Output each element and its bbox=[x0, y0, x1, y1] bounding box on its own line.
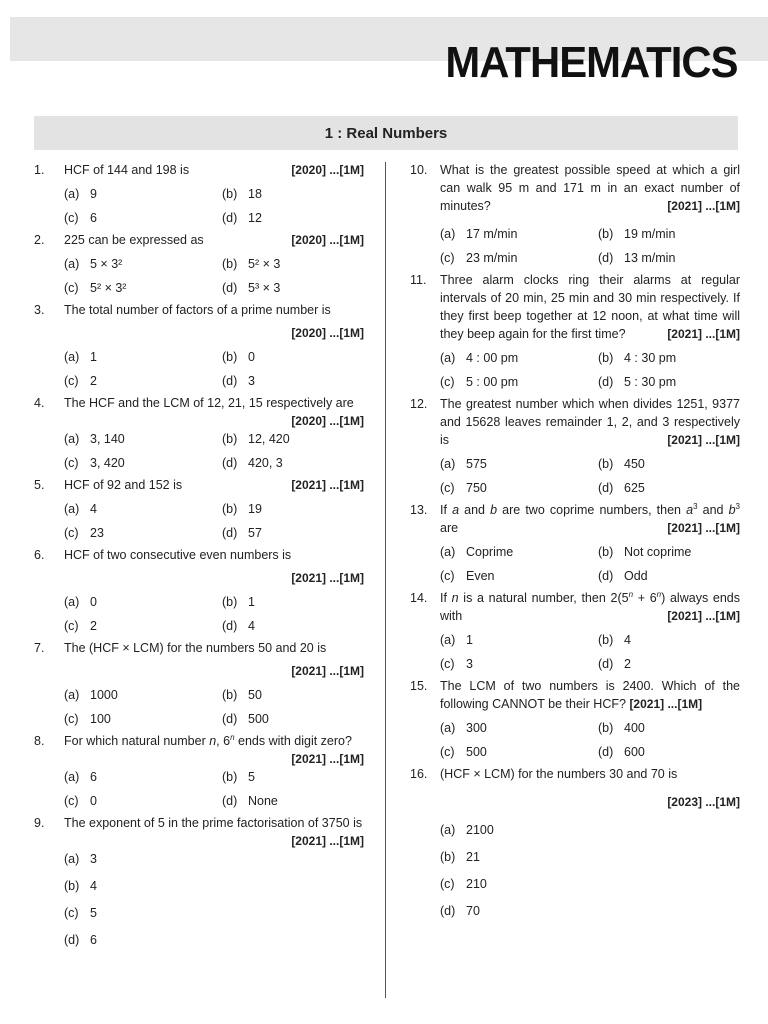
question-text: If n is a natural number, then $2(5^n + 6^n)$ always ends with [2021] ...[1M] bbox=[440, 589, 740, 623]
question-number: 5. bbox=[34, 478, 45, 492]
question-number: 1. bbox=[34, 163, 45, 177]
question-text: HCF of two consecutive even numbers is bbox=[64, 548, 292, 562]
question-text: The exponent of 5 in the prime factorisation of 3750 is bbox=[64, 816, 363, 830]
options bbox=[64, 593, 364, 635]
question-tag: [2021] ...[1M] bbox=[629, 697, 703, 711]
question-number: 9. bbox=[34, 816, 45, 830]
question-number: 14. bbox=[410, 591, 428, 605]
question-tag: [2021] ...[1M] bbox=[291, 834, 364, 848]
option-b[interactable]: (b) 19 m/min bbox=[598, 227, 676, 241]
option-a[interactable]: (a) 17 m/min bbox=[440, 227, 518, 241]
question-text: The HCF and the LCM of 12, 21, 15 respectively are bbox=[64, 396, 354, 410]
option-d[interactable]: (d) 6 bbox=[64, 933, 97, 947]
option-b[interactable]: (b) 18 bbox=[222, 187, 262, 201]
options bbox=[64, 255, 364, 297]
option-c[interactable]: (c) 2 bbox=[64, 619, 97, 633]
question-text: For which natural number n, 6$^n$ ends with digit zero? [2021] ...[1M] bbox=[64, 732, 364, 766]
question-8 bbox=[34, 732, 364, 810]
option-a[interactable]: (a) Coprime bbox=[440, 545, 514, 559]
option-b[interactable]: (b) 4 bbox=[64, 879, 97, 893]
question-1 bbox=[34, 161, 364, 227]
option-d[interactable]: (d) 4 bbox=[222, 619, 255, 633]
option-b[interactable]: (b) 5² × 3 bbox=[222, 257, 281, 271]
option-c[interactable]: (c) 3, 420 bbox=[64, 456, 125, 470]
options bbox=[440, 349, 740, 391]
question-number: 7. bbox=[34, 641, 45, 655]
option-a[interactable]: (a) 9 bbox=[64, 187, 97, 201]
question-6 bbox=[34, 546, 364, 635]
option-c[interactable]: (c) 0 bbox=[64, 794, 97, 808]
question-text: The (HCF × LCM) for the numbers 50 and 20 is bbox=[64, 641, 327, 655]
question-number: 10. bbox=[410, 163, 428, 177]
option-b[interactable]: (b) 12, 420 bbox=[222, 432, 290, 446]
question-7 bbox=[34, 639, 364, 728]
question-tag: [2021] ...[1M] bbox=[291, 664, 364, 678]
question-15 bbox=[410, 677, 740, 761]
options bbox=[440, 455, 740, 497]
question-text: What is the greatest possible speed at which a girl can walk 95 m and 171 m in an exact number of minutes? bbox=[440, 163, 740, 213]
options bbox=[440, 225, 740, 267]
option-d[interactable]: (d) 12 bbox=[222, 211, 262, 225]
question-text: If a and b are two coprime numbers, then $a^3$ and $b^3$ are [2021] ...[1M] bbox=[440, 501, 740, 535]
option-c[interactable]: (c) 6 bbox=[64, 211, 97, 225]
question-3 bbox=[34, 301, 364, 390]
question-number: 11. bbox=[410, 273, 427, 287]
option-c[interactable]: (c) 23 m/min bbox=[440, 251, 518, 265]
option-d[interactable]: (d) 2 bbox=[598, 657, 631, 671]
option-d[interactable]: (d) 500 bbox=[222, 712, 269, 726]
question-tag: [2020] ...[1M] bbox=[291, 414, 364, 428]
options bbox=[64, 686, 364, 728]
options bbox=[440, 821, 740, 920]
option-a[interactable]: (a) 1000 bbox=[64, 688, 118, 702]
question-12 bbox=[410, 395, 740, 497]
option-d[interactable]: (d) Odd bbox=[598, 569, 648, 583]
option-a[interactable]: (a) 1 bbox=[64, 350, 97, 364]
option-d[interactable]: (d) 5³ × 3 bbox=[222, 281, 281, 295]
question-tag: [2021] ...[1M] bbox=[291, 752, 364, 766]
option-c[interactable]: (c) 5 : 00 pm bbox=[440, 375, 519, 389]
option-d[interactable]: (d) 13 m/min bbox=[598, 251, 676, 265]
question-5 bbox=[34, 476, 364, 542]
option-c[interactable]: (c) 100 bbox=[64, 712, 111, 726]
question-number: 12. bbox=[410, 397, 428, 411]
option-a[interactable]: (a) 3 bbox=[64, 852, 97, 866]
option-c[interactable]: (c) 2 bbox=[64, 374, 97, 388]
option-d[interactable]: (d) 5 : 30 pm bbox=[598, 375, 677, 389]
question-tag: [2020] ...[1M] bbox=[291, 233, 364, 247]
option-b[interactable]: (b) 4 bbox=[598, 633, 631, 647]
option-a[interactable]: (a) 4 : 00 pm bbox=[440, 351, 519, 365]
option-a[interactable]: (a) 4 bbox=[64, 502, 97, 516]
question-text: The greatest number which when divides 1251, 9377 and 15628 leaves remainder 1, 2, and 3 respectively is bbox=[440, 397, 740, 447]
question-text: (HCF × LCM) for the numbers 30 and 70 is bbox=[440, 767, 678, 781]
option-b[interactable]: (b) 450 bbox=[598, 457, 645, 471]
option-c[interactable]: (c) Even bbox=[440, 569, 495, 583]
question-text: HCF of 144 and 198 is bbox=[64, 163, 190, 177]
option-b[interactable]: (b) 21 bbox=[440, 850, 480, 864]
options bbox=[64, 850, 364, 949]
question-tag: [2021] ...[1M] bbox=[667, 199, 740, 213]
option-b[interactable]: (b) 50 bbox=[222, 688, 262, 702]
option-b[interactable]: (b) 1 bbox=[222, 595, 255, 609]
left-column bbox=[34, 161, 364, 953]
option-a[interactable]: (a) 6 bbox=[64, 770, 97, 784]
question-number: 8. bbox=[34, 734, 45, 748]
question-tag: [2020] ...[1M] bbox=[291, 163, 364, 177]
option-b[interactable]: (b) Not coprime bbox=[598, 545, 692, 559]
option-a[interactable]: (a) 2100 bbox=[440, 823, 494, 837]
option-a[interactable]: (a) 0 bbox=[64, 595, 97, 609]
question-number: 3. bbox=[34, 303, 45, 317]
options bbox=[64, 768, 364, 810]
option-c[interactable]: (c) 750 bbox=[440, 481, 487, 495]
question-number: 2. bbox=[34, 233, 45, 247]
option-a[interactable]: (a) 3, 140 bbox=[64, 432, 125, 446]
option-d[interactable]: (d) 625 bbox=[598, 481, 645, 495]
options bbox=[440, 543, 740, 585]
question-text: HCF of 92 and 152 is bbox=[64, 478, 183, 492]
question-number: 4. bbox=[34, 396, 45, 410]
question-tag: [2021] ...[1M] bbox=[667, 433, 740, 447]
option-a[interactable]: (a) 1 bbox=[440, 633, 473, 647]
question-text: 225 can be expressed as bbox=[64, 233, 204, 247]
option-c[interactable]: (c) 3 bbox=[440, 657, 473, 671]
question-2 bbox=[34, 231, 364, 297]
question-number: 16. bbox=[410, 767, 428, 781]
option-a[interactable]: (a) 5 × 3² bbox=[64, 257, 123, 271]
option-d[interactable]: (d) None bbox=[222, 794, 278, 808]
question-tag: [2020] ...[1M] bbox=[291, 326, 364, 340]
option-b[interactable]: (b) 0 bbox=[222, 350, 255, 364]
question-text: Three alarm clocks ring their alarms at regular intervals of 20 min, 25 min and 30 min respectively. If they first beep together at 12 noon, at what time will they beep again for the first time? bbox=[440, 273, 740, 341]
option-a[interactable]: (a) 575 bbox=[440, 457, 487, 471]
options bbox=[64, 348, 364, 390]
question-tag: [2021] ...[1M] bbox=[667, 609, 740, 623]
question-tag: [2021] ...[1M] bbox=[667, 521, 740, 535]
question-number: 13. bbox=[410, 503, 428, 517]
option-d[interactable]: (d) 57 bbox=[222, 526, 262, 540]
question-14 bbox=[410, 589, 740, 673]
question-text: The LCM of two numbers is 2400. Which of the following CANNOT be their HCF? bbox=[440, 679, 740, 711]
column-divider bbox=[385, 162, 386, 998]
option-c[interactable]: (c) 210 bbox=[440, 877, 487, 891]
option-b[interactable]: (b) 19 bbox=[222, 502, 262, 516]
question-text: The total number of factors of a prime number is bbox=[64, 303, 331, 317]
options bbox=[64, 500, 364, 542]
option-d[interactable]: (d) 600 bbox=[598, 745, 645, 759]
question-tag: [2023] ...[1M] bbox=[667, 795, 740, 809]
right-column bbox=[410, 161, 740, 924]
option-b[interactable]: (b) 400 bbox=[598, 721, 645, 735]
option-d[interactable]: (d) 70 bbox=[440, 904, 480, 918]
option-a[interactable]: (a) 300 bbox=[440, 721, 487, 735]
question-tag: [2021] ...[1M] bbox=[667, 327, 740, 341]
option-b[interactable]: (b) 5 bbox=[222, 770, 255, 784]
options bbox=[64, 430, 364, 472]
option-d[interactable]: (d) 3 bbox=[222, 374, 255, 388]
question-tag: [2021] ...[1M] bbox=[291, 571, 364, 585]
question-10 bbox=[410, 161, 740, 267]
options bbox=[440, 631, 740, 673]
question-11 bbox=[410, 271, 740, 391]
chapter-title: 1 : Real Numbers bbox=[34, 116, 738, 150]
question-4 bbox=[34, 394, 364, 472]
option-d[interactable]: (d) 420, 3 bbox=[222, 456, 283, 470]
question-number: 15. bbox=[410, 679, 428, 693]
option-c[interactable]: (c) 5² × 3² bbox=[64, 281, 127, 295]
question-number: 6. bbox=[34, 548, 45, 562]
option-c[interactable]: (c) 500 bbox=[440, 745, 487, 759]
question-13 bbox=[410, 501, 740, 585]
option-c[interactable]: (c) 23 bbox=[64, 526, 104, 540]
question-9 bbox=[34, 814, 364, 949]
options bbox=[440, 719, 740, 761]
option-b[interactable]: (b) 4 : 30 pm bbox=[598, 351, 677, 365]
subject-title: MATHEMATICS bbox=[445, 38, 738, 87]
option-c[interactable]: (c) 5 bbox=[64, 906, 97, 920]
options bbox=[64, 185, 364, 227]
question-tag: [2021] ...[1M] bbox=[291, 478, 364, 492]
question-16 bbox=[410, 765, 740, 920]
